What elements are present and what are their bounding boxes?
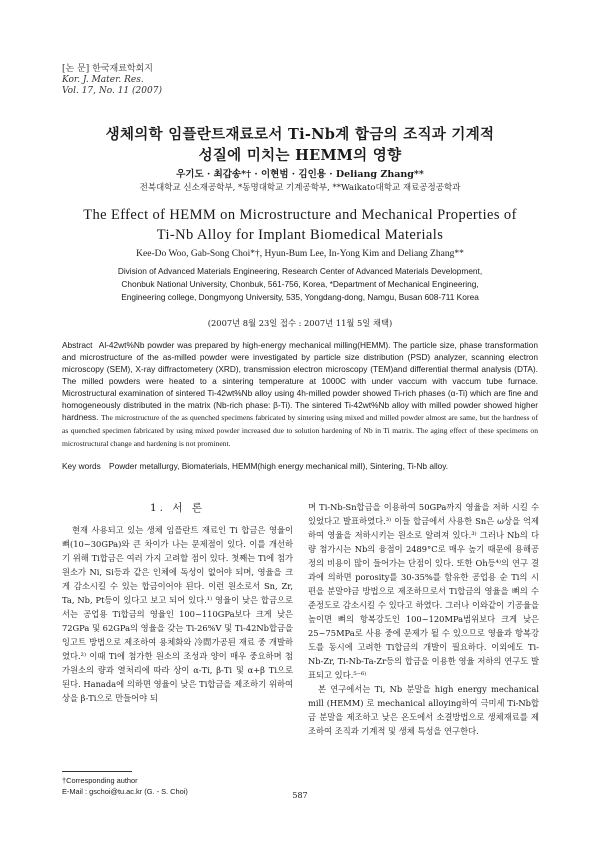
affiliation-line1: Division of Advanced Materials Engineering, Research Center of Advanced Materials Development, bbox=[117, 266, 483, 276]
journal-volume: Vol. 17, No. 11 (2007) bbox=[62, 86, 162, 96]
abstract-text: Al-42wt%Nb powder was prepared by high-energy mechanical milling(HEMM). The particle size, phase transformation and microstructure of the as-milled powder were investigated by particle size distribution (PSD) analyzer, scanning electron microscopy (SEM), X-ray diffractometery (XRD), transmission electron microscopy (TEM)and differential thermal analysis (DTA). The milled powders were heated to a sintering temperature at 1000C with under vaccum with vaccum tube furnace. Microstructural examination of sintered Ti-42wt%Nb alloy using 4h-milled powder showed Ti-rich phases (α-Ti) which are fine and homogeneously distributed in the matrix (Nb-rich phase: β-Ti). The sintered Ti-42wt%Nb alloy with milled powder showed higher hardness. bbox=[62, 340, 538, 422]
keywords-text: Powder metallurgy, Biomaterials, HEMM(high energy mechanical mill), Sintering, Ti-Nb alloy. bbox=[109, 461, 449, 471]
english-authors: Kee-Do Woo, Gab-Song Choi*†, Hyun-Bum Lee, In-Yong Kim and Deliang Zhang** bbox=[136, 249, 464, 259]
footnote-divider bbox=[62, 771, 132, 772]
body-column-right bbox=[308, 500, 539, 738]
english-affiliation bbox=[70, 265, 530, 304]
journal-header bbox=[62, 64, 162, 97]
abstract bbox=[62, 339, 538, 450]
body-right-paragraph-1: 며 Ti-Nb-Sn합금을 이용하여 50GPa까지 영율을 저하 시킬 수 있었다고 발표하였다.³⁾ 이들 합금에서 사용한 Sn은 ω상을 억제하여 영율을 저하시키는 원소로 알려져 있다.³⁾ 그러나 Nb의 다량 첨가시는 Nb의 융점이 2489°C로 매우 높기 때문에 용해공정의 비용이 많이 들어가는 단점이 있다. 또한 Oh등⁴⁾의 연구 결과에 의하면 porosity를 30-35%를 함유한 공업용 순 Ti의 시편을 분말야금 방법으로 제조하므로서 Ti합금의 영율을 뼈의 수준정도로 감소시킬 수 있다고 하였다. 그러나 이와같이 기공율을 높이면 뼈의 항복강도인 100~120MPa범위보다 크게 낮은 25~75MPa로 사용 중에 문제가 될 수 있으므로 영율과 항복강도를 동시에 고려한 Ti합금의 개발이 필요하다. 이외에도 Ti-Nb-Zr, Ti-Nb-Ta-Zr등의 합금을 이용한 영율 저하의 연구도 발표되고 있다.⁵⁻⁶⁾ bbox=[308, 502, 539, 680]
korean-title-line1: 생체의학 임플란트재료로서 Ti-Nb계 합금의 조직과 기계적 bbox=[105, 126, 495, 143]
korean-title-line2: 성질에 미치는 HEMM의 영향 bbox=[198, 147, 402, 164]
footnote-email: E-Mail : gschoi@tu.ac.kr (G. - S. Choi) bbox=[62, 787, 188, 796]
body-right-paragraph-2: 본 연구에서는 Ti, Nb 분말을 high energy mechanical mill (HEMM) 로 mechanical alloying하여 극미세 Ti-Nb합금 분말을 제조하고 낮은 온도에서 소결방법으로 생체재료를 제조하여 조직과 기계적 및 생체 특성을 연구한다. bbox=[308, 684, 539, 736]
affiliation-line3: Engineering college, Dongmyong University, 535, Yongdang-dong, Namgu, Busan 608-711 Korea bbox=[121, 292, 479, 302]
abstract-text-small: The microstructure of the as quenched specimens fabricated by sintering using mixed and milled powder almost are same, but the hardness of as quenched specimen fabricated by using mixed powder increased due to solution hardening of Nb in Ti matrix. The aging effect of these specimens on microstructural change and hardening is not prominent. bbox=[62, 413, 538, 448]
body-column-left: 현재 사용되고 있는 생체 임플란트 재료인 Ti 합금은 영율이 뼈(10~30GPa)와 큰 차이가 나는 문제점이 있다. 이를 개선하기 위해 Ti합금은 여러 가지 고려할 점이 있다. 첫째는 Ti에 첨가원소가 Ni, Si등과 같은 인체에 독성이 없어야 되며, 영율을 크게 감소시킬 수 있는 합금이어야 된다. 이런 원소로서 Sn, Zr, Ta, Nb, Pt등이 있다고 보고 되어 있다.¹⁾ 영율이 낮은 합금으로서는 공업용 Ti합금의 영율인 100~110GPa보다 크게 낮은 72GPa 및 62GPa의 영율을 갖는 Ti-26%V 및 Ti-42Nb합금을 잉고트 방법으로 제조하여 용체화와 冷間가공된 재료 중 개발하였다.²⁾ 이때 Ti에 첨가한 원소의 조성과 양이 매우 중요하며 첨가원소의 량과 열처리에 따라 상이 α-Ti, β-Ti 및 α+β Ti으로 된다. Hanada에 의하면 영율이 낮은 Ti합금을 제조하기 위하여 상을 β-Ti으로 만들어야 되 bbox=[62, 525, 293, 703]
affiliation-line2: Chonbuk National University, Chonbuk, 561-756, Korea, *Department of Mechanical Engineering, bbox=[121, 279, 479, 289]
journal-abbrev: Kor. J. Mater. Res. bbox=[62, 75, 144, 85]
journal-name: [논 문] 한국재료학회지 bbox=[62, 64, 153, 74]
korean-title bbox=[0, 124, 600, 166]
page-number: 587 bbox=[292, 791, 308, 800]
section-title-introduction: 1. 서 론 bbox=[150, 502, 205, 514]
keywords-label: Key words bbox=[62, 461, 101, 471]
english-title-line1: The Effect of HEMM on Microstructure and Mechanical Properties of bbox=[83, 207, 517, 223]
abstract-label: Abstract bbox=[62, 340, 93, 350]
english-title-line2: Ti-Nb Alloy for Implant Biomedical Materials bbox=[156, 227, 444, 243]
keywords bbox=[62, 461, 538, 471]
korean-authors: 우기도 · 최갑송*† · 이현범 · 김인용 · Deliang Zhang** bbox=[176, 169, 424, 180]
english-title bbox=[0, 205, 600, 245]
korean-affiliation: 전북대학교 신소재공학부, *동명대학교 기계공학부, **Waikato대학교 재료공정공학과 bbox=[139, 183, 461, 193]
received-dates: (2007년 8월 23일 접수 : 2007년 11월 5일 채택) bbox=[207, 318, 393, 328]
footnote-corresponding: †Corresponding author bbox=[62, 776, 138, 785]
